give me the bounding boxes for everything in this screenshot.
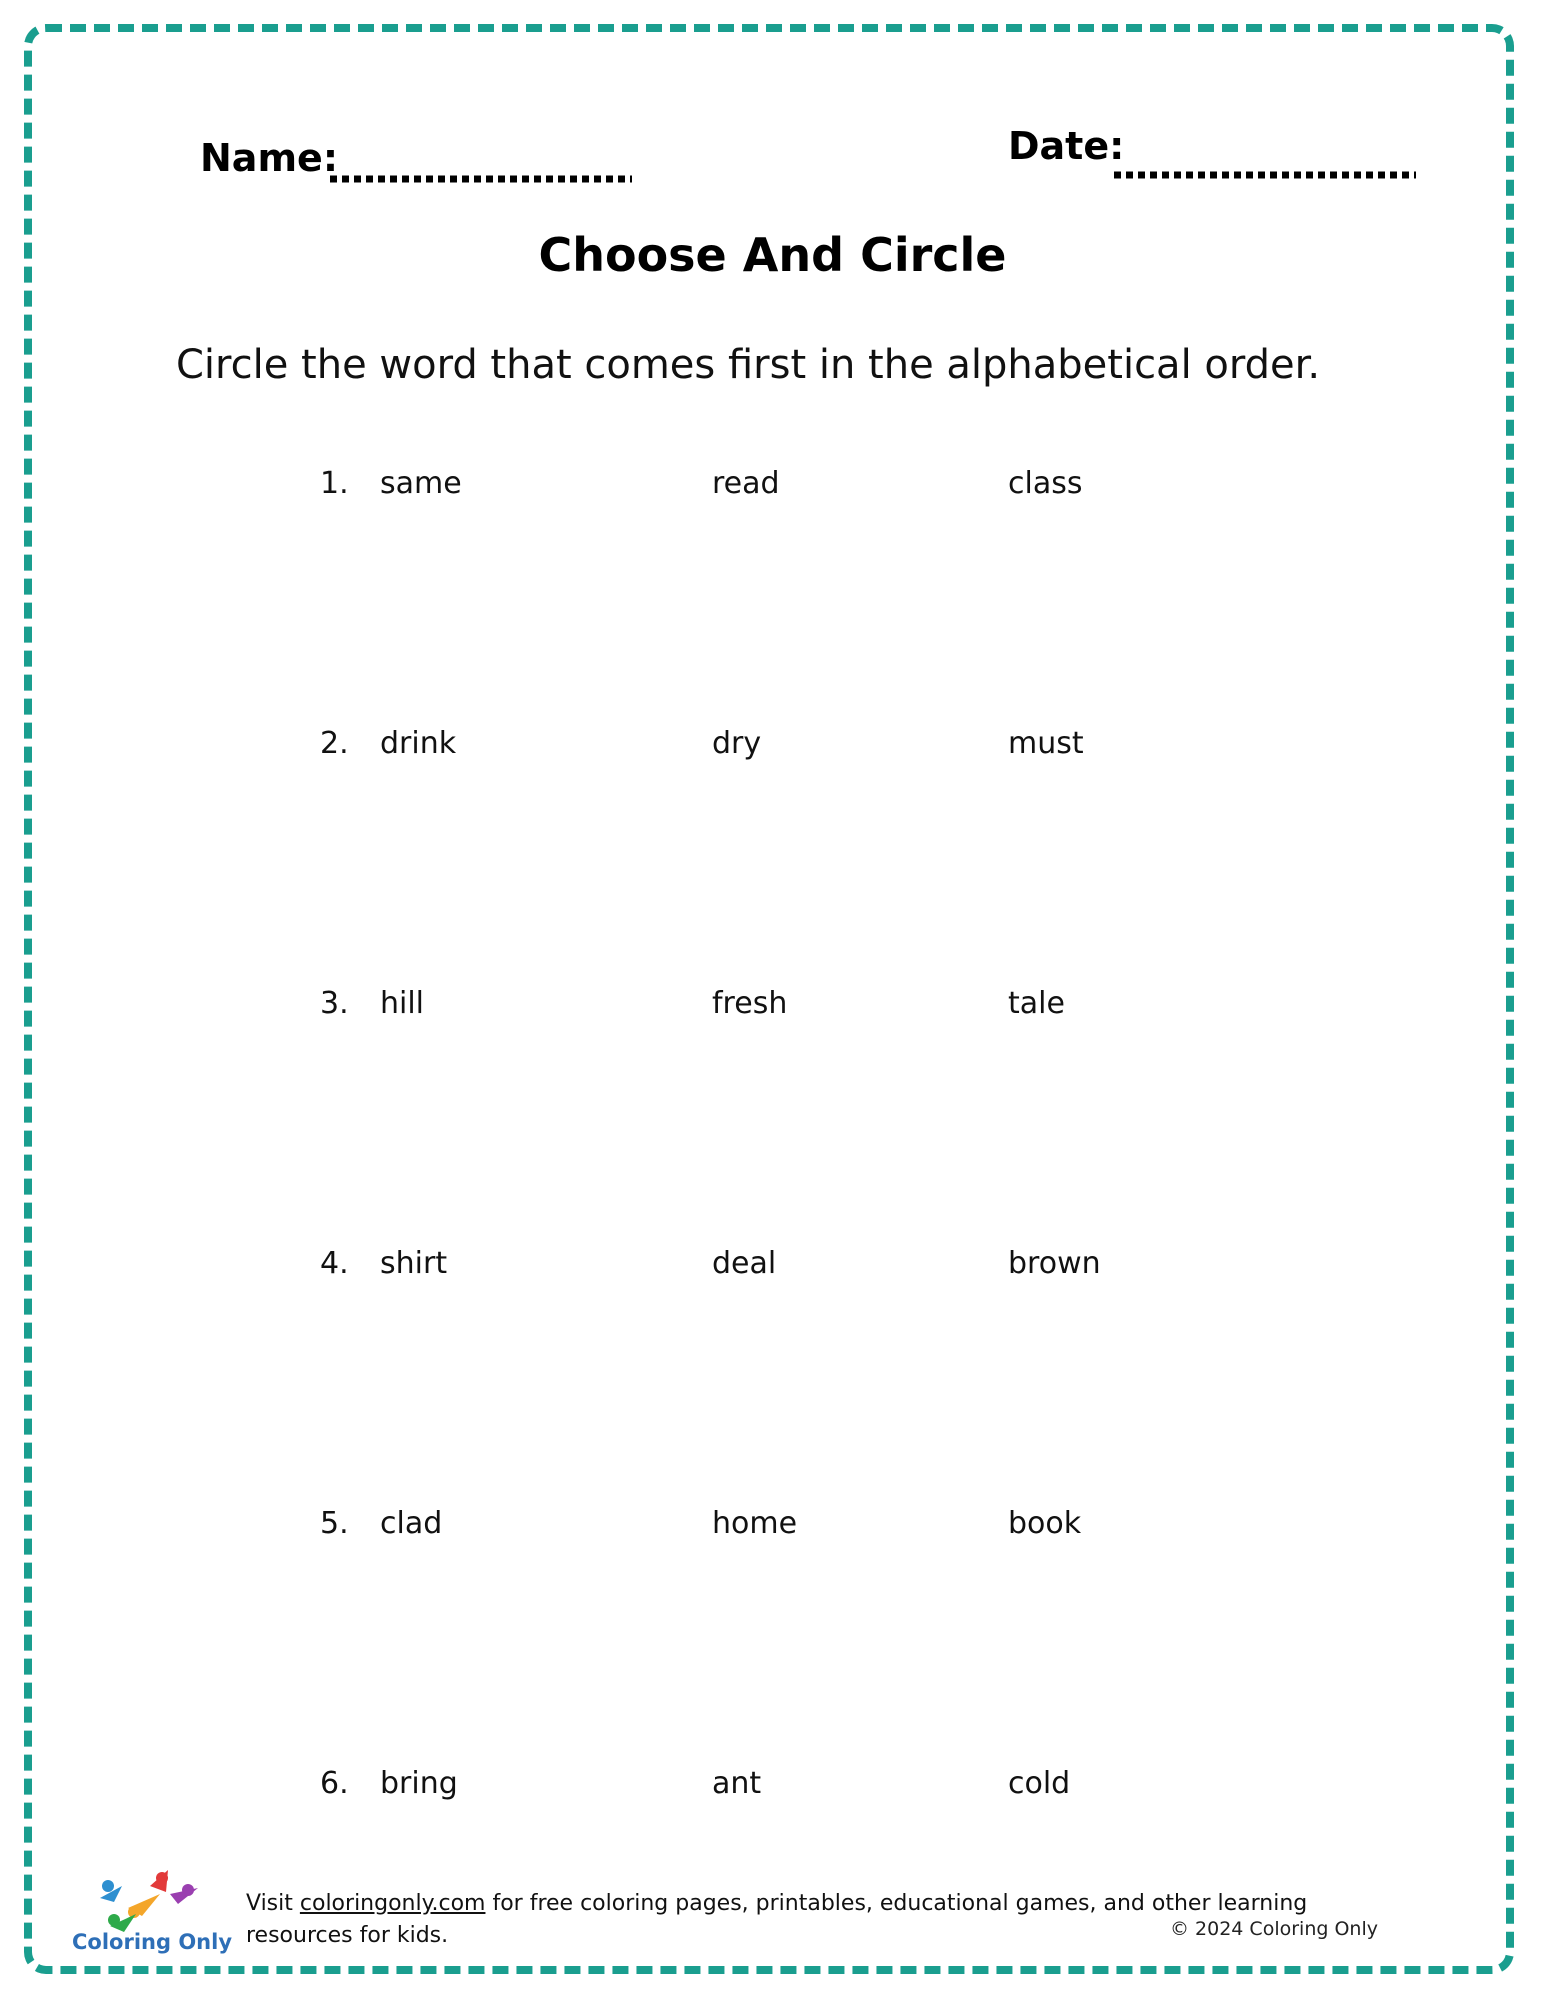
question-number: 4. [320,1246,349,1281]
date-dotted-line [1110,170,1420,180]
word-option[interactable]: fresh [712,986,788,1021]
word-option[interactable]: home [712,1506,798,1541]
footer-website-link[interactable]: coloringonly.com [299,1891,486,1916]
word-option[interactable]: tale [1008,986,1065,1021]
word-option[interactable]: read [712,466,780,501]
question-row [0,1766,1545,1816]
word-option[interactable]: deal [712,1246,777,1281]
footer-description: for free coloring pages, printables, educational games, and other learning resources for kids. [246,1891,1308,1948]
word-option[interactable]: shirt [380,1246,448,1281]
word-option[interactable]: cold [1008,1766,1071,1801]
question-number: 6. [320,1766,349,1801]
question-number: 1. [320,466,349,501]
copyright-text: © 2024 Coloring Only [1170,1918,1378,1940]
word-option[interactable]: must [1008,726,1084,761]
question-row [0,1506,1545,1556]
question-row [0,466,1545,516]
question-number: 2. [320,726,349,761]
word-option[interactable]: ant [712,1766,762,1801]
name-label: Name: [200,136,339,180]
worksheet-title: Choose And Circle [538,228,1007,282]
question-row [0,1246,1545,1296]
word-option[interactable]: brown [1008,1246,1101,1281]
name-dotted-line [326,174,636,184]
word-option[interactable]: bring [380,1766,458,1801]
word-option[interactable]: book [1008,1506,1082,1541]
word-option[interactable]: hill [380,986,425,1021]
logo-text: Coloring Only [72,1930,233,1954]
word-option[interactable]: drink [380,726,457,761]
question-row [0,986,1545,1036]
word-option[interactable]: same [380,466,462,501]
question-number: 3. [320,986,349,1021]
word-option[interactable]: clad [380,1506,443,1541]
question-number: 5. [320,1506,349,1541]
date-label: Date: [1008,124,1125,168]
footer-visit: Visit [246,1891,293,1916]
instruction-text: Circle the word that comes first in the alphabetical order. [176,342,1321,388]
word-option[interactable]: dry [712,726,762,761]
word-option[interactable]: class [1008,466,1083,501]
question-row [0,726,1545,776]
